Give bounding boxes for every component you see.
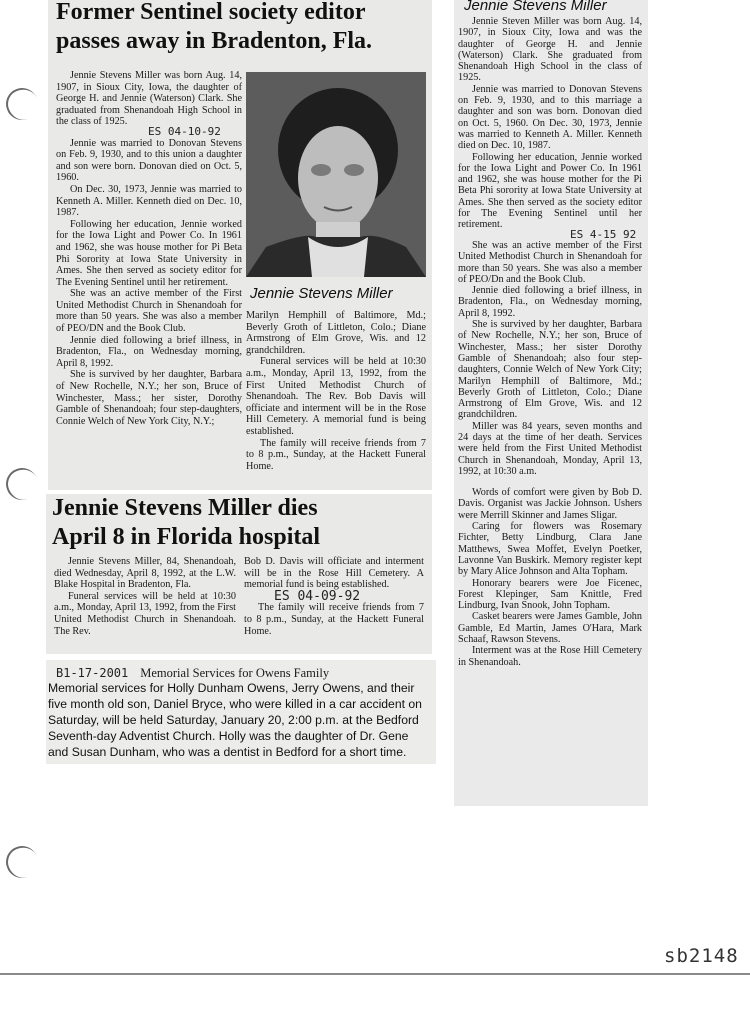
photo-caption: Jennie Stevens Miller xyxy=(250,285,393,302)
article2-paragraph: Bob D. Davis will officiate and interment will be in the Rose Hill Cemetery. A memorial fund is being established. xyxy=(244,556,424,591)
article-owens-memorial xyxy=(46,660,436,764)
article1-paragraph: Jennie was married to Donovan Stevens on Feb. 9, 1930, and to this union a daughter and son were born. Donovan died on Oct. 5, 1960. xyxy=(56,137,242,184)
article2-paragraph: Funeral services will be held at 10:30 a.m., Monday, April 13, 1992, from the First United Methodist Church in Shenandoah. The Rev. xyxy=(54,590,236,637)
article4-body: Memorial services for Holly Dunham Owens, Jerry Owens, and their five month old son, Daniel Bryce, who were killed in a car accident on Saturday, will be held Saturday, January 20, 2:00 p.m. at the Bedford Seventh-day Adventist Church. Holly was the daughter of Dr. Gene and Susan Dunham, who was a dentist in Bedford for a short time. xyxy=(48,681,422,759)
article1-paragraph: On Dec. 30, 1973, Jennie was married to Kenneth A. Miller. Kenneth died on Dec. 10, 1987. xyxy=(56,183,242,219)
article2-headline xyxy=(52,496,428,550)
article1-paragraph: Funeral services will be held at 10:30 a.m., Monday, April 13, 1992, from the First United Methodist Church of Shenandoah. The Rev. Bob Davis will officiate and interment will be in the Rose Hill Cemetery. A memorial fund is being established. xyxy=(246,356,426,437)
article2-handwritten-date: ES 04-09-92 xyxy=(274,588,361,604)
article2-paragraph: Jennie Stevens Miller, 84, Shenandoah, died Wednesday, April 8, 1992, at the L.W. Blake Hospital in Bradenton, Fla. xyxy=(54,556,236,591)
article3-paragraph: Caring for flowers was Rosemary Fichter, Betty Lindburg, Clara Jane Matthews, Swea Moffet, Evelyn Poetker, Lavonne Van Buskirk. Memory register kept by Mary Alice Johnson and Alta Topham. xyxy=(458,521,642,578)
article-former-sentinel-editor xyxy=(48,0,432,490)
article1-paragraph: Jennie died following a brief illness, in Bradenton, Fla., on Wednesday morning, April 8, 1992. xyxy=(56,334,242,369)
article1-column-right xyxy=(246,310,426,472)
article3-paragraph: Jennie was married to Donovan Stevens on Feb. 9, 1930, and to this marriage a daughter and son was born. Donovan died on Oct. 5, 1960. On Dec. 30, 1973, Jennie was married to Kenneth A. Miller. Kenneth died on Dec. 10, 1987. xyxy=(458,83,642,152)
article4-handwritten-date: B1-17-2001 xyxy=(56,666,129,680)
article3-paragraph: Jennie died following a brief illness, in Bradenton, Fla., on Wednesday morning, April 8, 1992. xyxy=(458,285,642,319)
article3-paragraph: She is survived by her daughter, Barbara of New Rochelle, N.Y.; her son, Bruce of Winchester, Mass.; her sister Dorothy Gamble of Shenandoah; also four step-daughters, Connie Welch of New York City; Marilyn Hemphill of Baltimore, Md.; Beverly Groth of Littleton, Colo.; Diane Armstrong of Elm Grove, Wis. and 12 grandchildren. xyxy=(458,319,642,421)
article3-paragraph: She was an active member of the First United Methodist Church in Shenandoah for more than 50 years. She was also a member of PEO/Dn and the Book Club. xyxy=(458,239,642,285)
article3-paragraph: Jennie Steven Miller was born Aug. 14, 1907, in Sioux City, Iowa and was the daughter of George H. and Jennie (Waterson) Clark. She graduated from Shenandoah High School in the class of 1925. xyxy=(458,16,642,84)
article3-paragraph: Miller was 84 years, seven months and 24 days at the time of her death. Services were held from the First United Methodist Church in Shenandoah, Monday, April 13, 1992, at 10:30 a.m. xyxy=(458,420,642,477)
article2-paragraph: The family will receive friends from 7 to 8 p.m., Sunday, at the Hackett Funeral Home. xyxy=(244,602,424,637)
page-divider-line xyxy=(0,973,750,975)
handwritten-page-number: sb2148 xyxy=(664,945,739,967)
punch-hole-middle xyxy=(1,463,42,504)
article-miller-dies-florida xyxy=(46,494,432,654)
article3-paragraph: Casket bearers were James Gamble, John Gamble, Ed Martin, James O'Hara, Mark Schaaf, Rawson Stevens. xyxy=(458,611,642,646)
article1-handwritten-date: ES 04-10-92 xyxy=(148,124,221,138)
article3-header: Jennie Stevens Miller xyxy=(464,0,607,14)
article1-paragraph: Following her education, Jennie worked for the Iowa Light and Power Co. In 1961 and 1962, she was house mother for Pi Beta Phi Sorority at Iowa State University in Ames. She then served as society editor for The Evening Sentinel until her retirement. xyxy=(56,218,242,288)
article3-handwritten-date: ES 4-15 92 xyxy=(570,227,637,241)
portrait-image xyxy=(246,72,426,277)
article2-column-right xyxy=(244,556,424,637)
punch-hole-bottom xyxy=(1,841,42,882)
article2-headline-line2: April 8 in Florida hospital xyxy=(52,524,321,551)
article1-headline xyxy=(56,0,428,54)
article3-paragraph: Honorary bearers were Joe Ficenec, Forest Klepinger, Sam Knittle, Fred Lindburg, Ivan Snook, John Topham. xyxy=(458,577,642,612)
article3-body xyxy=(458,16,642,668)
article4-header: Memorial Services for Owens Family xyxy=(140,666,330,680)
article3-paragraph: Interment was at the Rose Hill Cemetery in Shenandoah. xyxy=(458,645,642,668)
article1-headline-line1: Former Sentinel society editor xyxy=(56,0,366,25)
article3-paragraph: Words of comfort were given by Bob D. Davis. Organist was Jackie Johnson. Ushers were Merrill Skinner and James Sligar. xyxy=(458,487,642,521)
article1-paragraph: She was an active member of the First United Methodist Church in Shenandoah for more than 50 years. She was also a member of PEO/DN and the Book Club. xyxy=(56,288,242,335)
article2-column-left xyxy=(54,556,236,637)
article1-paragraph: She is survived by her daughter, Barbara of New Rochelle, N.Y.; her son, Bruce of Winchester, Mass.; her sister, Dorothy Gamble of Shenandoah; four step-daughters, Connie Welch of New York City, N.Y.; xyxy=(56,369,242,427)
article1-paragraph: Marilyn Hemphill of Baltimore, Md.; Beverly Groth of Littleton, Colo.; Diane Armstrong of Elm Grove, Wis. and 12 grandchildren. xyxy=(246,310,426,356)
article2-headline-line1: Jennie Stevens Miller dies xyxy=(52,495,318,521)
article1-headline-line2: passes away in Bradenton, Fla. xyxy=(56,28,373,55)
article1-paragraph: Jennie Stevens Miller was born Aug. 14, 1907, in Sioux City, Iowa, the daughter of George H. and Jennie (Waterson) Clark. She graduated from Shenandoah High School in the class of 1925. xyxy=(56,70,242,128)
punch-hole-top xyxy=(1,83,42,124)
article1-paragraph: The family will receive friends from 7 to 8 p.m., Sunday, at the Hackett Funeral Home. xyxy=(246,437,426,472)
article1-column-left xyxy=(56,70,242,427)
article-miller-right-column xyxy=(454,0,648,806)
article3-paragraph: Following her education, Jennie worked for the Iowa Light and Power Co. In 1961 and 1962, she was house mother for the Pi Beta Phi sorority at Iowa State University at Ames. She then served as the society editor for The Evening Sentinel until her retirement. xyxy=(458,151,642,231)
portrait-photo xyxy=(246,72,426,277)
